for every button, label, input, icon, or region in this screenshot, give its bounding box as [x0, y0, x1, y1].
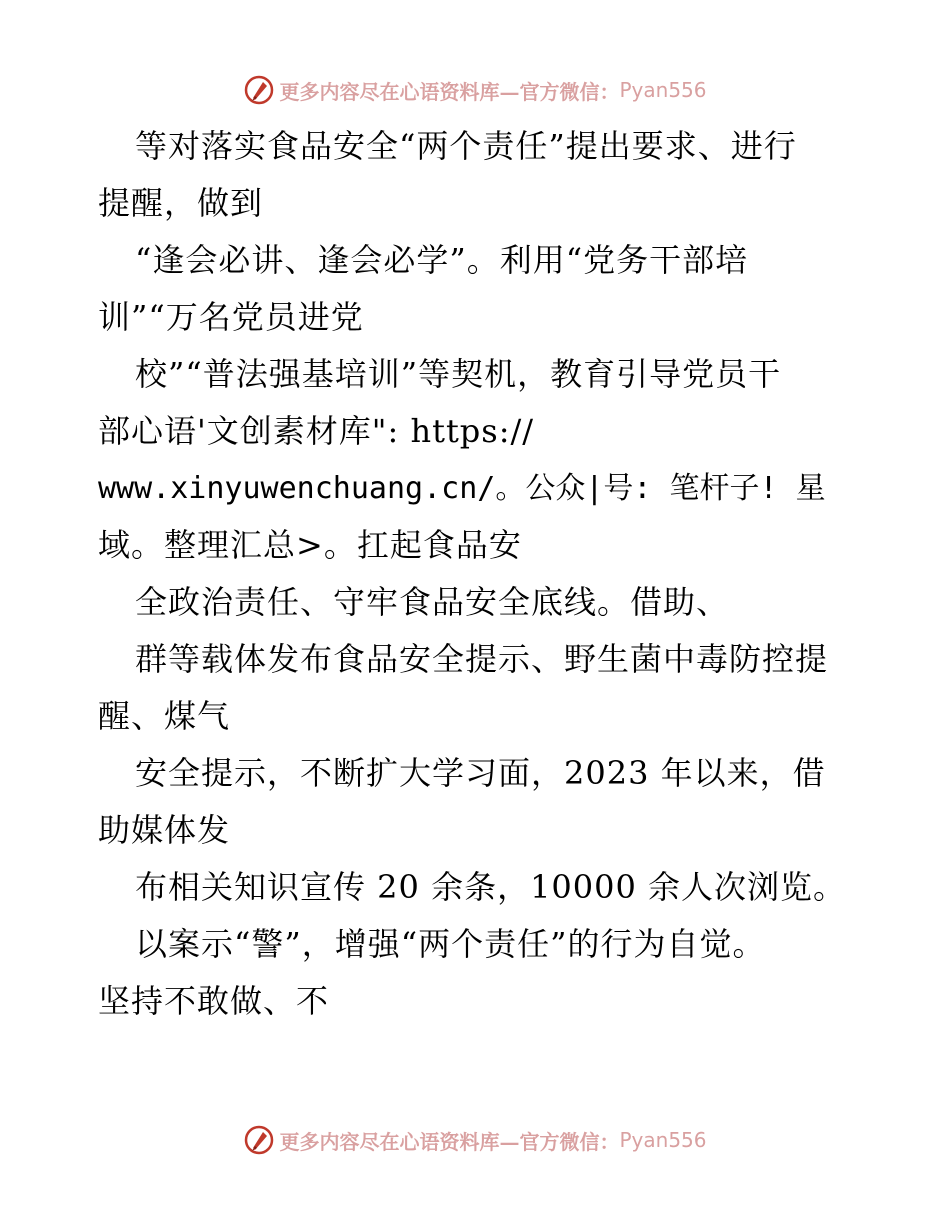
footer-banner-text: 更多内容尽在心语资料库—官方微信：	[279, 1129, 620, 1154]
body-line: 部心语'文创素材库": https://	[98, 412, 535, 450]
body-line: 域。整理汇总>。扛起食品安	[98, 526, 522, 564]
document-body	[98, 118, 858, 1030]
body-line: 提醒，做到	[98, 184, 264, 222]
body-line: 以案示“警”，增强“两个责任”的行为自觉。	[135, 925, 766, 963]
body-line: 等对落实食品安全“两个责任”提出要求、进行	[135, 127, 797, 165]
footer-watermark-banner	[0, 1122, 950, 1158]
body-line: “逢会必讲、逢会必学”。利用“党务干部培	[135, 241, 749, 279]
body-line: 全政治责任、守牢食品安全底线。借助、	[135, 583, 730, 621]
body-line: 训”“万名党员进党	[98, 298, 364, 336]
body-line: 安全提示，不断扩大学习面，2023 年以来，借	[135, 754, 826, 792]
header-banner-text: 更多内容尽在心语资料库—官方微信：	[279, 79, 620, 104]
body-line-url: www.xinyuwenchuang.cn/。公众|号: 笔杆子! 星	[98, 471, 826, 506]
pen-nib-logo-icon	[243, 1124, 275, 1156]
header-watermark-banner	[0, 72, 950, 108]
pen-nib-logo-icon	[243, 74, 275, 106]
body-line: 布相关知识宣传 20 余条，10000 余人次浏览。	[135, 868, 847, 906]
body-line: 校”“普法强基培训”等契机，教育引导党员干	[135, 355, 782, 393]
header-banner-wechat-id: Pyan556	[619, 78, 707, 102]
body-line: 群等载体发布食品安全提示、野生菌中毒防控提	[135, 640, 829, 678]
body-line: 醒、煤气	[98, 697, 231, 735]
body-line: 助媒体发	[98, 811, 231, 849]
body-line: 坚持不敢做、不	[98, 982, 330, 1020]
footer-banner-wechat-id: Pyan556	[619, 1128, 707, 1152]
